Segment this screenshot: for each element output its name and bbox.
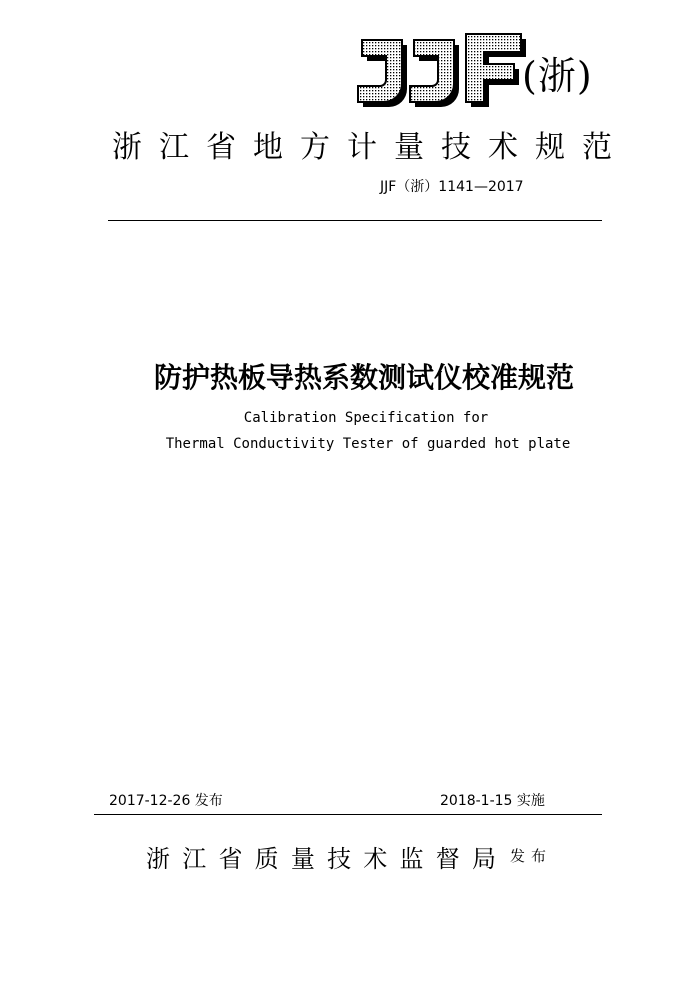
implementation-date: 2018-1-15 实施 <box>440 793 545 809</box>
publisher-char: 浙 <box>146 844 170 873</box>
publisher-char: 督 <box>435 844 460 873</box>
organization-char: 省 <box>206 130 236 165</box>
standard-number: JJF（浙）1141—2017 <box>380 179 524 195</box>
publisher-name <box>146 836 496 876</box>
publisher-char: 江 <box>182 844 207 873</box>
organization-char: 技 <box>441 130 471 165</box>
issue-date: 2017-12-26 发布 <box>109 793 223 809</box>
organization-char: 方 <box>300 130 330 165</box>
publisher-action: 发布 <box>510 847 553 865</box>
organization-char: 量 <box>394 130 424 165</box>
organization-char: 浙 <box>112 130 142 165</box>
organization-char: 规 <box>535 130 565 165</box>
logo-suffix: (浙) <box>522 54 593 98</box>
publisher-char: 省 <box>218 844 243 873</box>
organization-char: 术 <box>488 130 518 165</box>
publisher-char: 量 <box>290 844 315 873</box>
document-title-en-line2: Thermal Conductivity Tester of guarded hot plate <box>165 436 571 452</box>
document-title-en-line1: Calibration Specification for <box>243 410 489 426</box>
organization-char: 地 <box>253 130 283 165</box>
publisher-char: 质 <box>254 844 279 873</box>
organization-char: 江 <box>159 130 189 165</box>
publisher-char: 术 <box>363 844 388 873</box>
document-title-zh: 防护热板导热系数测试仪校准规范 <box>153 361 574 394</box>
publisher-char: 监 <box>399 844 424 873</box>
jjf-logo <box>348 30 533 108</box>
publisher-char: 技 <box>327 844 352 873</box>
organization-char: 计 <box>347 130 377 165</box>
header-divider <box>108 220 602 221</box>
organization-char: 范 <box>582 130 612 165</box>
publisher-char: 局 <box>471 844 496 873</box>
issuing-organization-title <box>112 124 612 164</box>
footer-divider <box>94 814 602 815</box>
